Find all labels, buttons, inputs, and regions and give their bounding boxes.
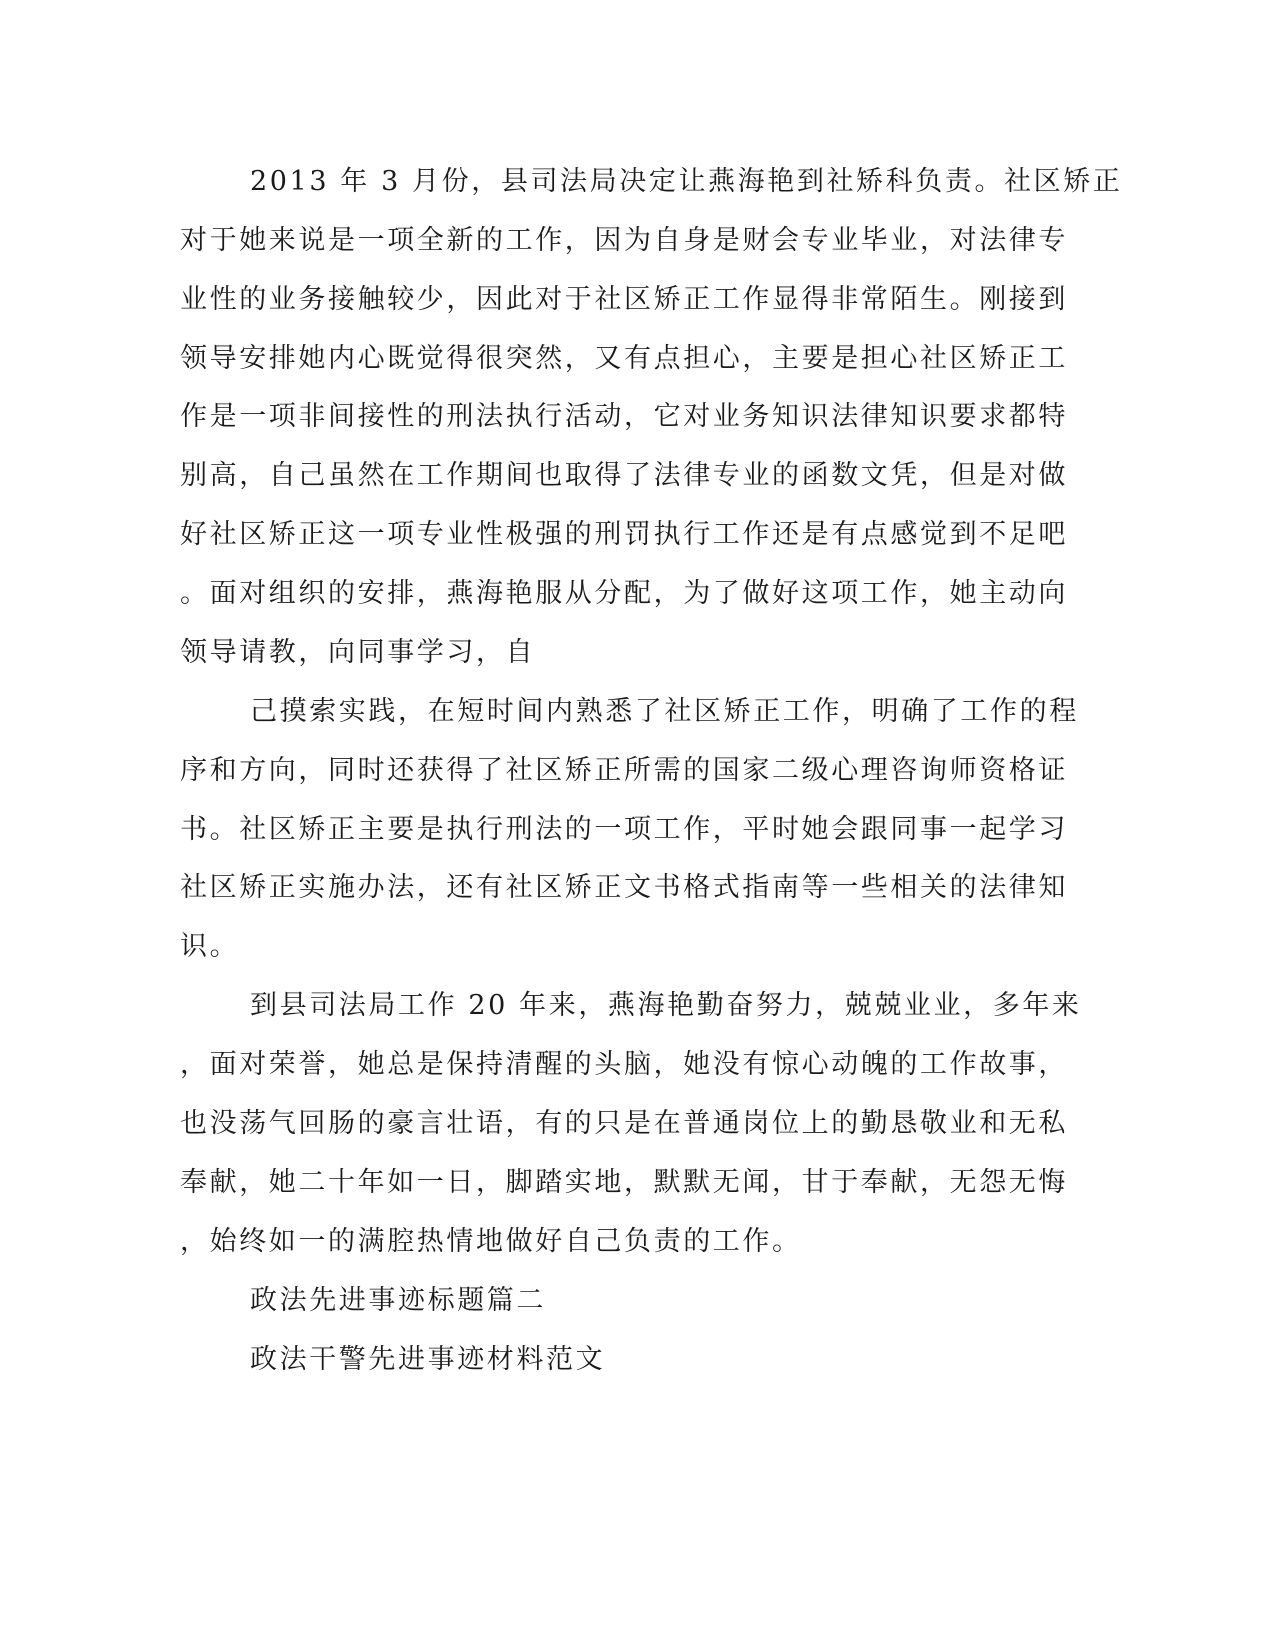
paragraph-2-line-2: 序和方向，同时还获得了社区矫正所需的国家二级心理咨询师资格证: [180, 755, 1068, 786]
section-heading: 政法先进事迹标题篇二: [250, 1285, 546, 1316]
section-subheading: 政法干警先进事迹材料范文: [250, 1344, 606, 1375]
paragraph-2-line-5: 识。: [180, 931, 240, 962]
paragraph-1-line-1: 2013 年 3 月份，县司法局决定让燕海艳到社矫科负责。社区矫正: [250, 166, 1123, 197]
paragraph-2-line-1: 己摸索实践，在短时间内熟悉了社区矫正工作，明确了工作的程: [250, 696, 1079, 727]
paragraph-2-line-4: 社区矫正实施办法，还有社区矫正文书格式指南等一些相关的法律知: [180, 872, 1068, 903]
paragraph-3-line-5: ，始终如一的满腔热情地做好自己负责的工作。: [180, 1226, 802, 1257]
paragraph-1-line-7: 好社区矫正这一项专业性极强的刑罚执行工作还是有点感觉到不足吧: [180, 519, 1068, 550]
paragraph-3-line-1: 到县司法局工作 20 年来，燕海艳勤奋努力，兢兢业业，多年来: [250, 990, 1082, 1021]
paragraph-1-line-2: 对于她来说是一项全新的工作，因为自身是财会专业毕业，对法律专: [180, 225, 1068, 256]
paragraph-1-line-4: 领导安排她内心既觉得很突然，又有点担心，主要是担心社区矫正工: [180, 343, 1068, 374]
paragraph-1-line-8: 。面对组织的安排，燕海艳服从分配，为了做好这项工作，她主动向: [180, 578, 1068, 609]
paragraph-2-line-3: 书。社区矫正主要是执行刑法的一项工作，平时她会跟同事一起学习: [180, 814, 1068, 845]
paragraph-1-line-9: 领导请教，向同事学习，自: [180, 637, 536, 668]
paragraph-3-line-4: 奉献，她二十年如一日，脚踏实地，默默无闻，甘于奉献，无怨无悔: [180, 1167, 1068, 1198]
paragraph-3-line-2: ，面对荣誉，她总是保持清醒的头脑，她没有惊心动魄的工作故事，: [180, 1049, 1068, 1080]
paragraph-1-line-5: 作是一项非间接性的刑法执行活动，它对业务知识法律知识要求都特: [180, 401, 1068, 432]
paragraph-1-line-6: 别高，自己虽然在工作期间也取得了法律专业的函数文凭，但是对做: [180, 460, 1068, 491]
paragraph-3-line-3: 也没荡气回肠的豪言壮语，有的只是在普通岗位上的勤恳敬业和无私: [180, 1108, 1068, 1139]
paragraph-1-line-3: 业性的业务接触较少，因此对于社区矫正工作显得非常陌生。刚接到: [180, 284, 1068, 315]
